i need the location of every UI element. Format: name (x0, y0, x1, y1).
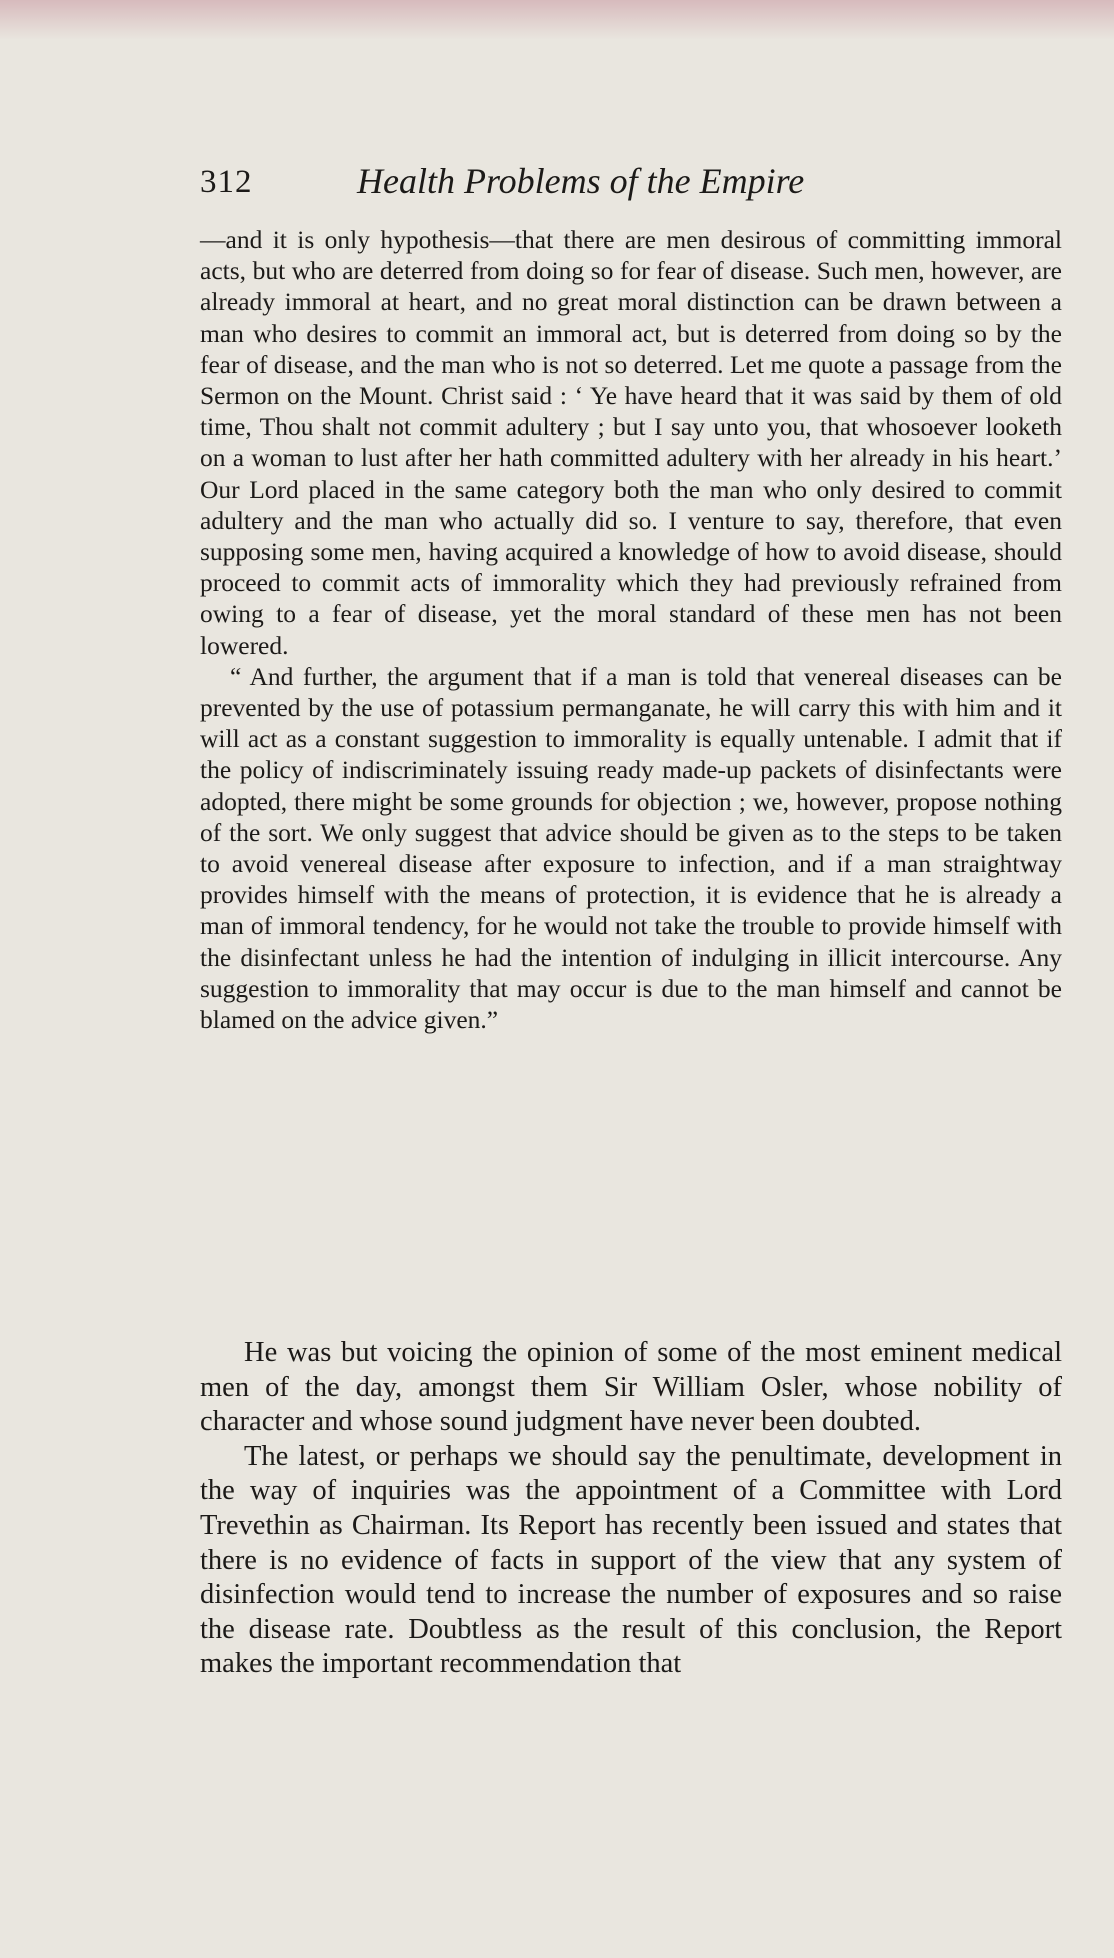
body-paragraph-2: The latest, or perhaps we should say the penultimate, development in the way of inquiries was the appointment of a Committee with Lord Trevethin as Chairman. Its Report has recently been issued and states that there is no evidence of facts in support of the view that any system of disinfection would tend to increase the number of exposures and so raise the disease rate. Doubtless as the result of this conclusion, the Report makes the important recommendation that (200, 1440, 1062, 1680)
page-edge-tint (0, 0, 1114, 40)
page-number: 312 (200, 164, 253, 200)
quote-paragraph-1: —and it is only hypothesis—that there are men desirous of committing immoral acts, but who are deterred from doing so for fear of disease. Such men, however, are already immoral at heart, and no great moral distinction can be drawn between a man who desires to commit an immoral act, but is deterred from doing so by the fear of disease, and the man who is not so deterred. Let me quote a passage from the Sermon on the Mount. Christ said : ‘ Ye have heard that it was said by them of old time, Thou shalt not commit adultery ; but I say unto you, that whosoever looketh on a woman to lust after her hath committed adultery with her already in his heart.’ Our Lord placed in the same category both the man who only desired to commit adultery and the man who actually did so. I venture to say, therefore, that even supposing some men, having acquired a knowledge of how to avoid disease, should proceed to commit acts of immorality which they had previously refrained from owing to a fear of disease, yet the moral standard of these men has not been lowered. (200, 225, 1062, 660)
page-header (200, 160, 920, 210)
quoted-passage (200, 224, 1062, 1035)
running-title: Health Problems of the Empire (357, 161, 805, 201)
quote-paragraph-2: “ And further, the argument that if a man is told that venereal diseases can be prevented by the use of potassium permanganate, he will carry this with him and it will act as a constant suggestion to immorality is equally untenable. I admit that if the policy of indiscriminately issuing ready made-up packets of disinfectants were adopted, there might be some grounds for objection ; we, however, propose nothing of the sort. We only suggest that advice should be given as to the steps to be taken to avoid venereal disease after exposure to infection, and if a man straightway provides himself with the means of protection, it is evidence that he is already a man of immoral tendency, for he would not take the trouble to provide himself with the disinfectant unless he had the intention of indulging in illicit intercourse. Any suggestion to immorality that may occur is due to the man himself and cannot be blamed on the advice given.” (200, 661, 1062, 1035)
body-paragraph-1: He was but voicing the opinion of some of the most eminent medical men of the day, amongst them Sir William Osler, whose nobility of character and whose sound judgment have never been doubted. (200, 1337, 1062, 1438)
body-text (200, 1336, 1062, 1682)
